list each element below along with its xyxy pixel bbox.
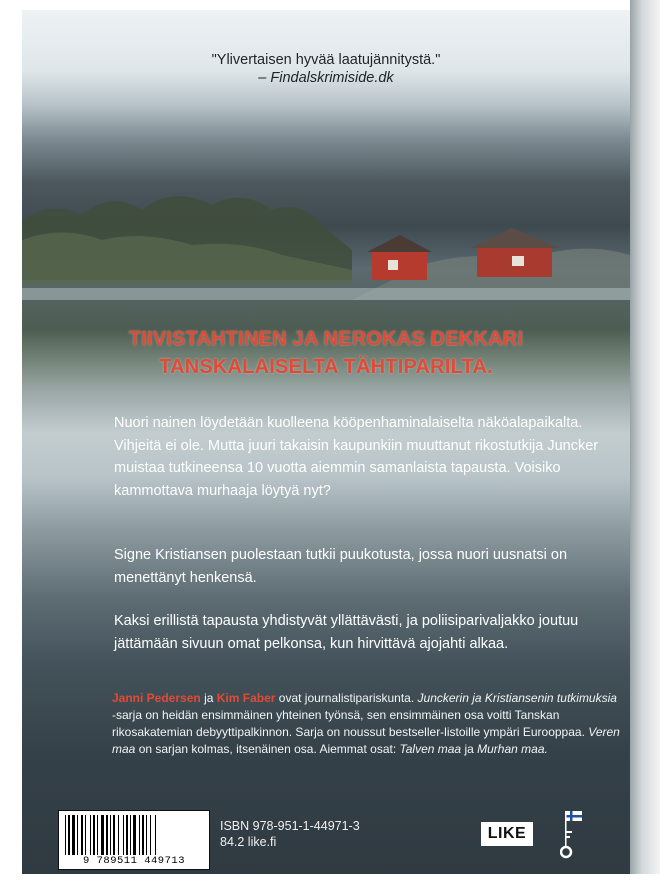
barcode-bar bbox=[85, 815, 86, 855]
barcode-bar bbox=[101, 815, 104, 855]
barcode-bar bbox=[118, 815, 119, 855]
barcode bbox=[58, 810, 210, 870]
barcode-bar bbox=[72, 815, 75, 855]
series-title: Junckerin ja Kristiansenin tutkimuksia bbox=[417, 691, 617, 705]
barcode-bar bbox=[77, 815, 78, 855]
synopsis-paragraph: Kaksi erillistä tapausta yhdistyvät yllättävästi, ja poliisiparivaljakko joutuu jättämään sivuun omat pelkonsa, kun hirvittävä ajojahti alkaa. bbox=[114, 613, 579, 652]
synopsis-paragraph: Signe Kristiansen puolestaan tutkii puukotusta, jossa nuori uusnatsi on menettänyt henkensä. bbox=[114, 547, 568, 586]
barcode-bar bbox=[123, 815, 124, 855]
tagline-line-2: TANSKALAISELTA TÄHTIPARILTA. bbox=[159, 356, 493, 378]
barcode-bar bbox=[133, 815, 136, 855]
author-name: Janni Pedersen bbox=[112, 691, 201, 705]
author-name: Kim Faber bbox=[216, 691, 276, 705]
barcode-bar bbox=[81, 815, 83, 855]
classification-line: 84.2 like.fi bbox=[220, 835, 277, 849]
tagline-line-1: TIIVISTAHTINEN JA NEROKAS DEKKARI bbox=[128, 328, 524, 350]
barcode-bar bbox=[130, 815, 131, 855]
barcode-bar bbox=[139, 815, 140, 855]
book-title: Veren maa bbox=[112, 725, 620, 756]
review-quote: "Ylivertaisen hyvää laatujännitystä." bbox=[211, 52, 441, 68]
barcode-bar bbox=[142, 815, 144, 855]
barcode-bars bbox=[65, 815, 203, 855]
isbn-number: ISBN 978-951-1-44971-3 bbox=[220, 819, 360, 833]
book-title: Talven maa bbox=[399, 742, 462, 756]
book-title: Murhan maa. bbox=[477, 742, 548, 756]
publisher-logo: LIKE bbox=[481, 822, 533, 846]
barcode-number: 9 789511 449713 bbox=[82, 855, 185, 867]
barcode-bar bbox=[150, 815, 151, 855]
bio-text: ja bbox=[204, 691, 214, 705]
barcode-bar bbox=[113, 815, 115, 855]
author-bio bbox=[112, 690, 622, 758]
barcode-bar bbox=[155, 815, 156, 855]
landscape-illustration bbox=[22, 180, 630, 300]
bio-text: -sarja on heidän ensimmäinen yhteinen työnsä, sen ensimmäinen osa voitti Tanskan rikosakatemian debyyttipalkinnon. Sarja on noussut bestseller-listoille ympäri Eurooppaa. bbox=[112, 708, 585, 739]
book-back-cover bbox=[22, 10, 630, 874]
key-flag-icon bbox=[560, 807, 586, 863]
barcode-bar bbox=[65, 815, 66, 855]
isbn-block bbox=[220, 818, 360, 850]
synopsis-paragraph: Nuori nainen löydetään kuolleena kööpenhaminalaiselta näköalapaikalta. Vihjeitä ei ole. Mutta juuri takaisin kaupunkiin muuttanut rikostutkija Juncker muistaa tutkineensa 10 vuotta aiemmin samanlaista tapausta. Voisiko kammottava murhaaja löytyä nyt? bbox=[114, 415, 599, 499]
barcode-bar bbox=[106, 815, 108, 855]
page-bottom-margin bbox=[0, 874, 660, 891]
bio-text: on sarjan kolmas, itsenäinen osa. Aiemmat osat: bbox=[138, 742, 397, 756]
review-source: – Findalskrimiside.dk bbox=[258, 70, 394, 86]
barcode-bar bbox=[97, 815, 98, 855]
barcode-bar bbox=[110, 815, 111, 855]
barcode-bar bbox=[68, 815, 70, 855]
barcode-bar bbox=[93, 815, 95, 855]
barcode-bar bbox=[146, 815, 147, 855]
bio-text: ovat journalistipariskunta. bbox=[278, 691, 415, 705]
book-spine-edge bbox=[630, 0, 660, 891]
barcode-bar bbox=[90, 815, 91, 855]
bio-text: ja bbox=[464, 742, 474, 756]
barcode-bar bbox=[126, 815, 128, 855]
